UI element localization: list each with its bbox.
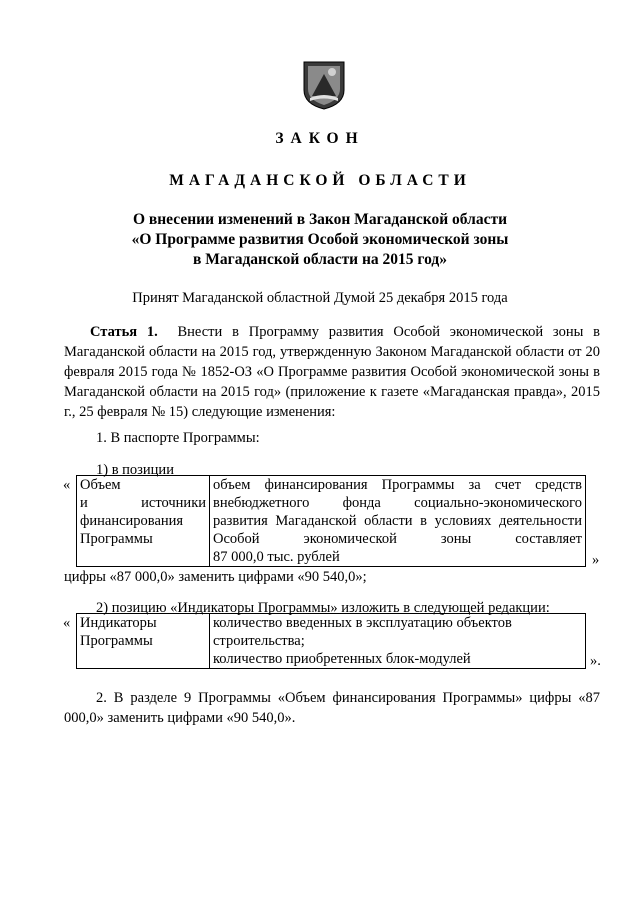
item-2-paragraph: 2. В разделе 9 Программы «Объем финансирования Программы» цифры «87 000,0» заменить цифрами «90 540,0». xyxy=(64,690,600,726)
sub-item-2-intro: 2) позицию «Индикаторы Программы» изложить в следующей редакции: xyxy=(96,600,550,616)
law-heading: ЗАКОН xyxy=(275,130,365,147)
cell-line: 87 000,0 тыс. рублей xyxy=(213,549,340,565)
cell-line: количество введенных в эксплуатацию объектов xyxy=(213,615,512,631)
adoption-line: Принят Магаданской областной Думой 25 декабря 2015 года xyxy=(132,290,508,306)
law-subject xyxy=(0,210,640,270)
cell-line: развития Магаданской области в условиях деятельности xyxy=(213,513,582,529)
cell-line: количество приобретенных блок-модулей xyxy=(213,651,471,667)
item-1: 1. В паспорте Программы: xyxy=(96,430,260,446)
table-row xyxy=(77,476,586,567)
cell-line: объем финансирования Программы за счет средств xyxy=(213,477,582,493)
subject-line: «О Программе развития Особой экономической зоны xyxy=(131,231,509,248)
position-name-cell xyxy=(77,614,210,669)
cell-line: внебюджетного фонда социально-экономического xyxy=(213,495,582,511)
cell-line: строительства; xyxy=(213,633,305,649)
subject-line: в Магаданской области на 2015 год» xyxy=(193,251,447,268)
cell-line: Индикаторы xyxy=(80,615,157,631)
position-value-cell xyxy=(210,476,586,567)
open-quote: « xyxy=(63,615,71,631)
cell-line: Программы xyxy=(80,531,153,547)
passport-position-table xyxy=(76,475,586,567)
table-row xyxy=(77,614,586,669)
close-quote: ». xyxy=(590,653,601,669)
cell-line: финансирования xyxy=(80,513,184,529)
indicators-table xyxy=(76,613,586,669)
replacement-text: цифры «87 000,0» заменить цифрами «90 540,0»; xyxy=(64,569,367,585)
cell-line: Особой экономической зоны составляет xyxy=(213,531,582,547)
position-value-cell xyxy=(210,614,586,669)
position-name-cell xyxy=(77,476,210,567)
cell-line: Программы xyxy=(80,633,153,649)
sub-item-1-intro: 1) в позиции xyxy=(96,462,174,478)
region-heading: МАГАДАНСКОЙ ОБЛАСТИ xyxy=(169,172,471,189)
close-quote: » xyxy=(592,552,600,568)
subject-line: О внесении изменений в Закон Магаданской области xyxy=(132,211,508,228)
coat-of-arms-icon xyxy=(302,60,346,110)
cell-line xyxy=(80,650,206,668)
article-label: Статья 1. xyxy=(90,324,158,340)
article-1-paragraph xyxy=(64,322,600,422)
article-text: Внести в Программу развития Особой экономической зоны в Магаданской области на 2015 год, утвержденную Законом Магаданской области от 20 февраля 2015 года № 1852-ОЗ «О Программе развития Особой экономической зоны в Магаданской области на 2015 год» (приложение к газете «Магаданская правда», 2015 г., 25 февраля № 15) следующие изменения: xyxy=(64,324,601,420)
cell-line: и источники xyxy=(80,495,206,511)
cell-line: Объем xyxy=(80,477,121,493)
open-quote: « xyxy=(63,477,71,493)
